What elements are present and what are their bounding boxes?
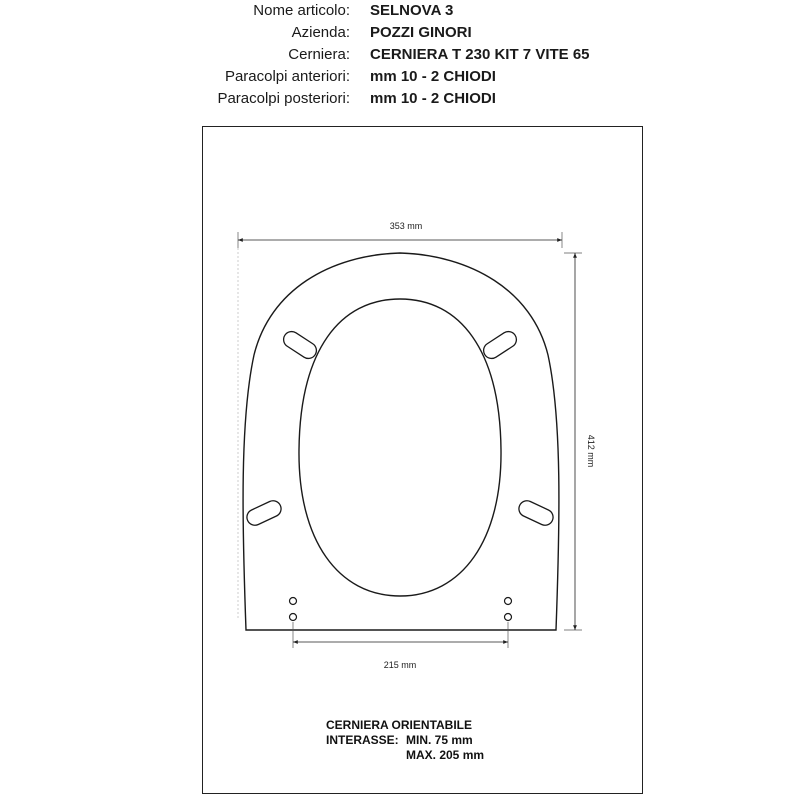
- bumper-slot-bottom-left: [244, 498, 283, 528]
- spec-label: Paracolpi anteriori:: [224, 68, 350, 85]
- dimension-length-label: 412 mm: [586, 434, 596, 468]
- bumper-slot-top-left: [281, 328, 320, 361]
- note-min: MIN. 75 mm: [406, 733, 473, 747]
- spec-label: Nome articolo:: [253, 2, 350, 19]
- seat-outline: [243, 253, 559, 630]
- dimension-hinge-spacing: [293, 622, 508, 670]
- note-interasse-label: INTERASSE:: [326, 733, 399, 747]
- seat-opening: [299, 299, 501, 596]
- spec-value: CERNIERA T 230 KIT 7 VITE 65: [370, 46, 590, 63]
- spec-value: mm 10 - 2 CHIODI: [370, 90, 496, 107]
- note-max: MAX. 205 mm: [406, 748, 485, 762]
- spec-label: Cerniera:: [288, 46, 350, 63]
- bumper-slot-bottom-right: [516, 498, 555, 528]
- dimension-width: [238, 221, 562, 620]
- hinge-hole: [290, 614, 297, 621]
- dimension-length: [564, 253, 596, 630]
- spec-value: POZZI GINORI: [370, 24, 472, 41]
- spec-label: Paracolpi posteriori:: [217, 90, 350, 107]
- hinge-hole: [290, 598, 297, 605]
- spec-value: SELNOVA 3: [370, 2, 454, 19]
- spec-label: Azienda:: [291, 24, 350, 41]
- bumper-slot-top-right: [481, 328, 520, 361]
- note-title: CERNIERA ORIENTABILE: [326, 718, 473, 732]
- dimension-width-label: 353 mm: [389, 221, 423, 231]
- hinge-hole: [505, 614, 512, 621]
- dimension-hinge-spacing-label: 215 mm: [383, 660, 417, 670]
- hinge-hole: [505, 598, 512, 605]
- spec-value: mm 10 - 2 CHIODI: [370, 68, 496, 85]
